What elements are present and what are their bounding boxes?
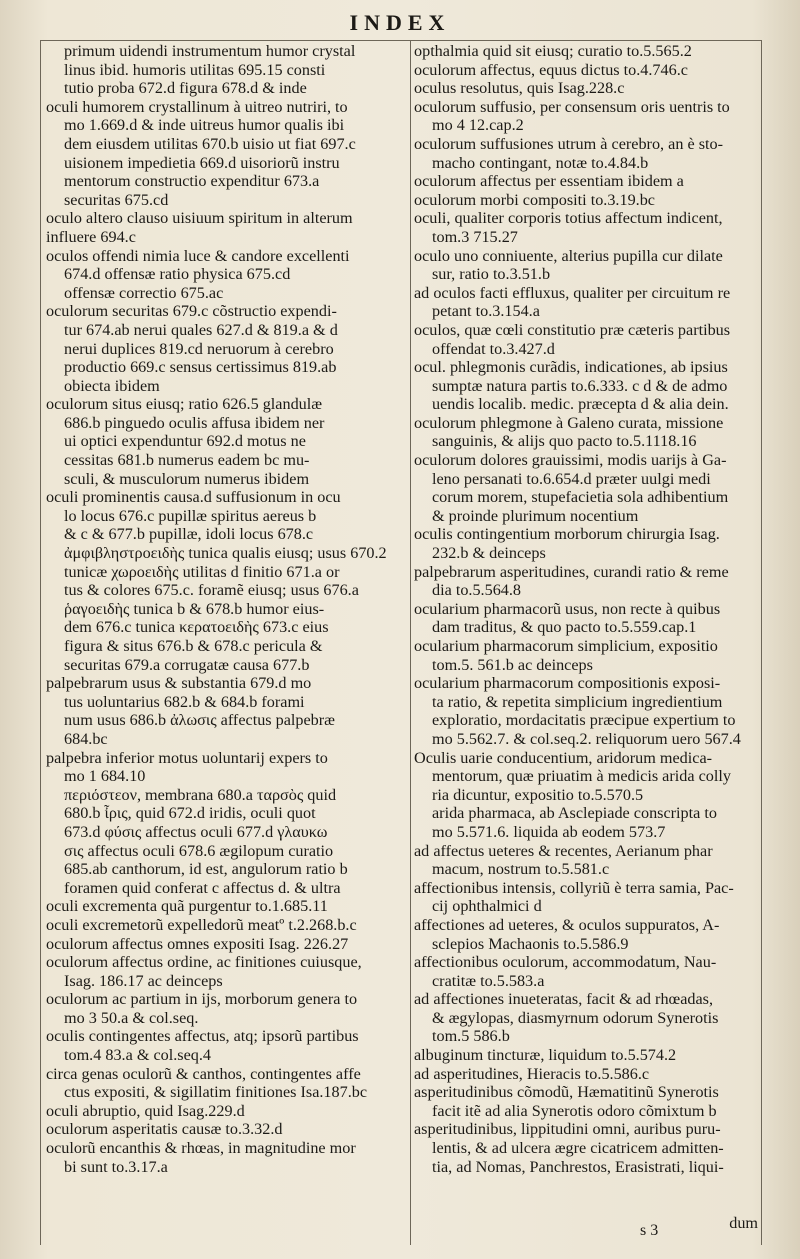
right-column (414, 42, 758, 1176)
index-line: oculi humorem crystallinum à uitreo nutriri, to (46, 97, 348, 116)
index-line: 686.b pinguedo oculis affusa ibidem ner (64, 413, 325, 432)
index-line: lo locus 676.c pupillæ spiritus aereus b (64, 506, 317, 525)
top-rule (40, 40, 762, 41)
index-line: ria dicuntur, expositio to.5.570.5 (432, 785, 644, 804)
index-line: bi sunt to.3.17.a (64, 1157, 168, 1176)
index-line: macum, nostrum to.5.581.c (432, 860, 610, 879)
index-line: oculorum suffusiones utrum à cerebro, an è sto- (414, 134, 723, 153)
index-line: oculorum suffusio, per consensum oris uentris to (414, 97, 730, 116)
index-line: Isag. 186.17 ac deinceps (64, 971, 223, 990)
index-line: sumptæ natura partis to.6.333. c d & de admo (432, 376, 728, 395)
index-line: ui optici expenduntur 692.d motus ne (64, 432, 306, 451)
index-line: leno persanati to.6.654.d præter uulgi medi (432, 469, 711, 488)
index-line: uisionem impedietia 669.d uisoriorũ instru (64, 153, 340, 172)
index-line: oculorũ encanthis & rhœas, in magnitudine mor (46, 1139, 356, 1158)
index-line: oculo uno conniuente, alterius pupilla cur dilate (414, 246, 723, 265)
index-line: 674.d offensæ ratio physica 675.cd (64, 265, 291, 284)
index-line: dam traditus, & quo pacto to.5.559.cap.1 (432, 618, 697, 637)
index-line: asperitudinibus cõmodũ, Hæmatitinũ Synerotis (414, 1083, 719, 1102)
index-line: mo 4 12.cap.2 (432, 116, 524, 135)
index-line: ctus expositi, & sigillatim finitiones Isa.187.bc (64, 1083, 368, 1102)
index-line: tutio proba 672.d figura 678.d & inde (64, 79, 307, 98)
index-line: palpebrarum usus & substantia 679.d mo (46, 674, 312, 693)
index-line: ad asperitudines, Hieracis to.5.586.c (414, 1064, 650, 1083)
left-column (46, 42, 408, 1176)
index-line: 685.ab canthorum, id est, angulorum ratio b (64, 860, 348, 879)
index-line: obiecta ibidem (64, 376, 160, 395)
index-line: offensæ correctio 675.ac (64, 283, 224, 302)
index-line: tus uoluntarius 682.b & 684.b forami (64, 692, 305, 711)
index-line: affectionibus oculorum, accommodatum, Nau- (414, 953, 717, 972)
index-line: mentorum, quæ priuatim à medicis arida colly (432, 767, 731, 786)
index-line: mo 1.669.d & inde uitreus humor qualis ibi (64, 116, 345, 135)
index-line: Oculis uarie conducentium, aridorum medica- (414, 748, 713, 767)
index-line: affectionibus intensis, collyriũ è terra samia, Pac- (414, 878, 734, 897)
index-line: 673.d φύσις affectus oculi 677.d γλαυκω (64, 822, 328, 841)
index-line: oculorum affectus ordine, ac finitiones cuiusque, (46, 953, 362, 972)
index-line: affectiones ad ueteres, & oculos suppuratos, A- (414, 915, 720, 934)
index-line: ocularium pharmacorum compositionis exposi- (414, 674, 721, 693)
index-line: dia to.5.564.8 (432, 581, 522, 600)
index-line: & c & 677.b pupillæ, idoli locus 678.c (64, 525, 314, 544)
index-line: & proinde plurimum nocentium (432, 506, 639, 525)
index-line: oculorum securitas 679.c cõstructio expendi- (46, 302, 337, 321)
index-line: ad affectus ueteres & recentes, Aerianum phar (414, 841, 713, 860)
index-line: mo 5.571.6. liquida ab eodem 573.7 (432, 822, 666, 841)
index-line: primum uidendi instrumentum humor crystal (64, 42, 356, 60)
index-line: uendis localib. medic. præcepta d & alia dein. (432, 395, 729, 414)
column-divider (410, 40, 411, 1245)
index-line: tunicæ χωροειδὴς utilitas d finitio 671.a or (64, 562, 340, 581)
index-line: 680.b ἶρις, quid 672.d iridis, oculi quot (64, 804, 316, 823)
index-line: mentorum constructio expenditur 673.a (64, 172, 320, 191)
index-line: corum morem, stupefacietia sola adhibentium (432, 488, 729, 507)
index-line: tom.4 83.a & col.seq.4 (64, 1046, 212, 1065)
index-line: oculorum phlegmone à Galeno curata, missione (414, 413, 724, 432)
index-line: petant to.3.154.a (432, 302, 540, 321)
index-line: tom.5. 561.b ac deinceps (432, 655, 593, 674)
index-line: sanguinis, & alijs quo pacto to.5.1118.16 (432, 432, 697, 451)
index-line: lentis, & ad ulcera ægre cicatricem admitten- (432, 1139, 724, 1158)
index-line: exploratio, mordacitatis præcipue expertium to (432, 711, 736, 730)
index-line: oculorum morbi compositi to.3.19.bc (414, 190, 655, 209)
index-line: oculi excrementa quã purgentur to.1.685.11 (46, 897, 328, 916)
index-line: offendat to.3.427.d (432, 339, 555, 358)
index-line: sur, ratio to.3.51.b (432, 265, 551, 284)
index-line: oculorum situs eiusq; ratio 626.5 glandulæ (46, 395, 323, 414)
index-line: oculorum affectus omnes expositi Isag. 226.27 (46, 934, 349, 953)
index-line: oculo altero clauso uisiuum spiritum in alterum (46, 209, 353, 228)
signature-mark: s 3 (640, 1222, 659, 1239)
index-line: ad oculos facti effluxus, qualiter per circuitum re (414, 283, 731, 302)
index-line: palpebra inferior motus uoluntarij expers to (46, 748, 328, 767)
index-line: nerui duplices 819.cd neruorum à cerebro (64, 339, 334, 358)
running-head: INDEX (349, 10, 451, 35)
index-line: oculus resolutus, quis Isag.228.c (414, 79, 625, 98)
index-line: linus ibid. humoris utilitas 695.15 consti (64, 60, 326, 79)
index-line: oculos offendi nimia luce & candore excellenti (46, 246, 350, 265)
index-line: oculi, qualiter corporis totius affectum indicent, (414, 209, 723, 228)
index-line: macho contingant, notæ to.4.84.b (432, 153, 649, 172)
index-line: περιόστεον, membrana 680.a ταρσὸς quid (64, 785, 337, 804)
index-line: oculis contingentium morborum chirurgia Isag. (414, 525, 720, 544)
index-line: securitas 679.a corrugatæ causa 677.b (64, 655, 310, 674)
index-line: mo 1 684.10 (64, 767, 146, 786)
right-margin-rule (761, 40, 762, 1245)
index-line: cessitas 681.b numerus eadem bc mu- (64, 451, 310, 470)
index-line: oculi abruptio, quid Isag.229.d (46, 1101, 245, 1120)
index-line: tur 674.ab nerui quales 627.d & 819.a & d (64, 320, 338, 339)
index-line: influere 694.c (46, 227, 136, 246)
index-line: tom.5 586.b (432, 1027, 510, 1046)
index-line: 684.bc (64, 729, 108, 748)
index-line: albuginum tincturæ, liquidum to.5.574.2 (414, 1046, 677, 1065)
index-line: oculi prominentis causa.d suffusionum in ocu (46, 488, 341, 507)
index-line: oculorum affectus per essentiam ibidem a (414, 172, 684, 191)
index-line: ocularium pharmacorũ usus, non recte à quibus (414, 599, 721, 618)
index-line: cij ophthalmici d (432, 897, 542, 916)
index-line: tus & colores 675.c. foramẽ eiusq; usus 676.a (64, 581, 359, 600)
index-line: asperitudinibus, lippitudini omni, auribus puru- (414, 1120, 721, 1139)
index-line: ocularium pharmacorum simplicium, expositio (414, 637, 718, 655)
index-line: & ægylopas, diasmyrnum odorum Synerotis (432, 1008, 719, 1027)
index-line: ocul. phlegmonis curãdis, indicationes, ab ipsius (414, 358, 728, 377)
index-line: palpebrarum asperitudines, curandi ratio & reme (414, 562, 729, 581)
index-line: tia, ad Nomas, Panchrestos, Erasistrati, liqui- (432, 1157, 724, 1176)
left-margin-rule (40, 40, 41, 1245)
index-line: circa genas oculorũ & canthos, contingentes affe (46, 1064, 361, 1083)
index-line: figura & situs 676.b & 678.c pericula & (64, 637, 323, 655)
index-line: mo 5.562.7. & col.seq.2. reliquorum uero 567.4 (432, 729, 741, 748)
index-line: num usus 686.b ἀλωσις affectus palpebræ (64, 711, 335, 730)
index-line: 232.b & deinceps (432, 544, 546, 563)
index-line: securitas 675.cd (64, 190, 169, 209)
index-line: arida pharmaca, ab Asclepiade conscripta to (432, 804, 717, 823)
index-line: mo 3 50.a & col.seq. (64, 1008, 199, 1027)
index-line: ta ratio, & repetita simplicium ingredientium (432, 692, 723, 711)
index-line: oculorum ac partium in ijs, morborum genera to (46, 990, 358, 1009)
index-line: dem 676.c tunica κερατοειδὴς 673.c eius (64, 618, 329, 637)
index-line: cratitæ to.5.583.a (432, 971, 545, 990)
index-line: oculos, quæ cœli constitutio præ cæteris partibus (414, 320, 731, 339)
index-line: tom.3 715.27 (432, 227, 518, 246)
index-line: foramen quid conferat c affectus d. & ultra (64, 878, 341, 897)
index-line: oculorum asperitatis causæ to.3.32.d (46, 1120, 283, 1139)
index-line: oculorum dolores grauissimi, modis uarijs à Ga- (414, 451, 727, 470)
index-line: facit itẽ ad alia Synerotis odoro cõmixtum b (432, 1101, 717, 1120)
index-line: oculi excremetorũ expelledorũ meatº t.2.268.b.c (46, 915, 357, 934)
index-line: opthalmia quid sit eiusq; curatio to.5.565.2 (414, 42, 692, 60)
index-line: ἀμφιβληστροειδὴς tunica qualis eiusq; usus 670.2 (64, 544, 387, 563)
index-line: oculis contingentes affectus, atq; ipsorũ partibus (46, 1027, 359, 1046)
index-line: ῥαγοειδὴς tunica b & 678.b humor eius- (64, 599, 325, 618)
index-line: dem eiusdem utilitas 670.b uisio ut fiat 697.c (64, 134, 356, 153)
index-line: productio 669.c sensus certissimus 819.ab (64, 358, 337, 377)
catchword: dum (729, 1214, 758, 1232)
index-line: oculorum affectus, equus dictus to.4.746.c (414, 60, 688, 79)
index-line: sclepios Machaonis to.5.586.9 (432, 934, 629, 953)
index-line: sculi, & musculorum numerus ibidem (64, 469, 310, 488)
index-line: σις affectus oculi 678.6 ægilopum curatio (64, 841, 334, 860)
index-line: ad affectiones inueteratas, facit & ad rhœadas, (414, 990, 714, 1009)
